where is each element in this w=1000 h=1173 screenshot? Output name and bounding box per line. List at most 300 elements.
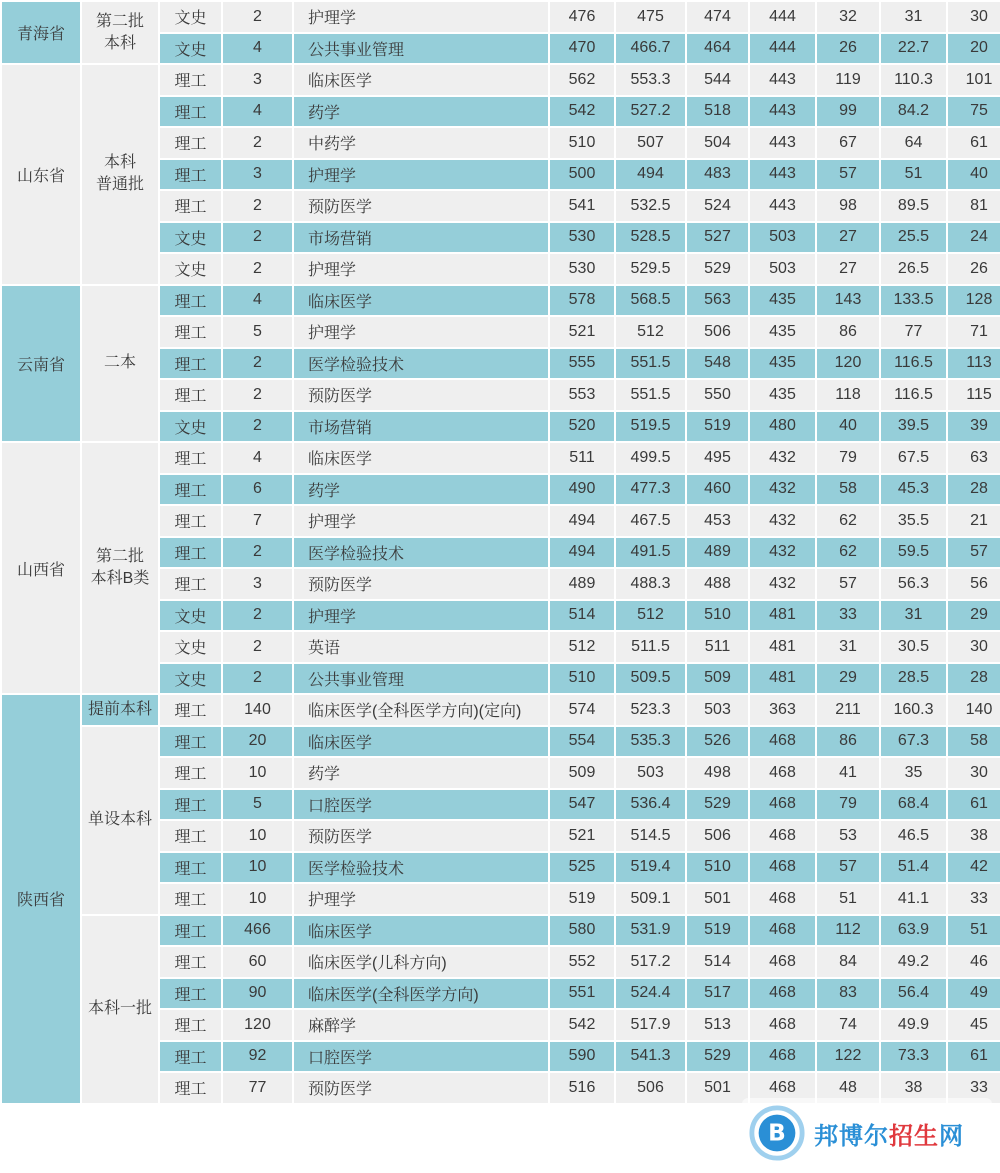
major-cell: 英语	[293, 631, 549, 663]
max-score-cell: 553	[549, 379, 615, 411]
plan-count-cell: 20	[222, 726, 293, 758]
plan-count-cell: 2	[222, 127, 293, 159]
max-score-cell: 541	[549, 190, 615, 222]
plan-count-cell: 2	[222, 631, 293, 663]
min-diff-cell: 38	[947, 820, 1000, 852]
min-diff-cell: 26	[947, 253, 1000, 285]
control-line-cell: 435	[749, 348, 816, 380]
avg-diff-cell: 73.3	[880, 1041, 947, 1073]
subject-type-cell: 理工	[159, 64, 222, 96]
plan-count-cell: 2	[222, 253, 293, 285]
subject-type-cell: 理工	[159, 1041, 222, 1073]
plan-count-cell: 2	[222, 1, 293, 33]
avg-score-cell: 535.3	[615, 726, 686, 758]
plan-count-cell: 4	[222, 285, 293, 317]
avg-diff-cell: 39.5	[880, 411, 947, 443]
avg-score-cell: 536.4	[615, 789, 686, 821]
plan-count-cell: 5	[222, 316, 293, 348]
min-score-cell: 498	[686, 757, 749, 789]
control-line-cell: 481	[749, 663, 816, 695]
major-cell: 药学	[293, 96, 549, 128]
max-score-cell: 514	[549, 600, 615, 632]
subject-type-cell: 理工	[159, 442, 222, 474]
avg-diff-cell: 28.5	[880, 663, 947, 695]
max-score-cell: 500	[549, 159, 615, 191]
batch-cell: 本科 普通批	[81, 64, 159, 285]
major-cell: 护理学	[293, 1, 549, 33]
control-line-cell: 468	[749, 978, 816, 1010]
subject-type-cell: 理工	[159, 883, 222, 915]
subject-type-cell: 理工	[159, 946, 222, 978]
control-line-cell: 468	[749, 1072, 816, 1104]
plan-count-cell: 10	[222, 852, 293, 884]
control-line-cell: 480	[749, 411, 816, 443]
max-diff-cell: 57	[816, 568, 880, 600]
avg-diff-cell: 51.4	[880, 852, 947, 884]
control-line-cell: 432	[749, 505, 816, 537]
avg-diff-cell: 41.1	[880, 883, 947, 915]
table-row	[1, 442, 1000, 474]
min-score-cell: 501	[686, 1072, 749, 1104]
avg-score-cell: 494	[615, 159, 686, 191]
plan-count-cell: 2	[222, 190, 293, 222]
major-cell: 口腔医学	[293, 1041, 549, 1073]
subject-type-cell: 理工	[159, 726, 222, 758]
avg-diff-cell: 116.5	[880, 348, 947, 380]
avg-diff-cell: 56.4	[880, 978, 947, 1010]
avg-score-cell: 527.2	[615, 96, 686, 128]
plan-count-cell: 4	[222, 442, 293, 474]
avg-score-cell: 519.4	[615, 852, 686, 884]
max-score-cell: 574	[549, 694, 615, 726]
avg-score-cell: 491.5	[615, 537, 686, 569]
subject-type-cell: 文史	[159, 222, 222, 254]
min-score-cell: 514	[686, 946, 749, 978]
plan-count-cell: 2	[222, 222, 293, 254]
avg-score-cell: 509.1	[615, 883, 686, 915]
subject-type-cell: 理工	[159, 757, 222, 789]
min-score-cell: 550	[686, 379, 749, 411]
subject-type-cell: 理工	[159, 348, 222, 380]
batch-cell: 单设本科	[81, 726, 159, 915]
major-cell: 护理学	[293, 505, 549, 537]
max-score-cell: 516	[549, 1072, 615, 1104]
major-cell: 临床医学	[293, 64, 549, 96]
batch-cell: 本科一批	[81, 915, 159, 1104]
min-score-cell: 519	[686, 915, 749, 947]
subject-type-cell: 理工	[159, 537, 222, 569]
major-cell: 预防医学	[293, 379, 549, 411]
min-score-cell: 529	[686, 1041, 749, 1073]
avg-diff-cell: 26.5	[880, 253, 947, 285]
max-score-cell: 525	[549, 852, 615, 884]
subject-type-cell: 文史	[159, 631, 222, 663]
max-diff-cell: 118	[816, 379, 880, 411]
min-diff-cell: 33	[947, 883, 1000, 915]
min-score-cell: 509	[686, 663, 749, 695]
major-cell: 护理学	[293, 316, 549, 348]
min-diff-cell: 20	[947, 33, 1000, 65]
avg-score-cell: 517.9	[615, 1009, 686, 1041]
min-diff-cell: 30	[947, 1, 1000, 33]
batch-cell: 提前本科	[81, 694, 159, 726]
max-diff-cell: 98	[816, 190, 880, 222]
max-diff-cell: 58	[816, 474, 880, 506]
min-score-cell: 504	[686, 127, 749, 159]
avg-score-cell: 509.5	[615, 663, 686, 695]
max-score-cell: 476	[549, 1, 615, 33]
min-score-cell: 506	[686, 820, 749, 852]
major-cell: 临床医学(全科医学方向)(定向)	[293, 694, 549, 726]
control-line-cell: 468	[749, 1009, 816, 1041]
subject-type-cell: 文史	[159, 411, 222, 443]
avg-diff-cell: 110.3	[880, 64, 947, 96]
max-score-cell: 490	[549, 474, 615, 506]
control-line-cell: 503	[749, 222, 816, 254]
logo-letter: B	[768, 1119, 786, 1147]
table-row	[1, 285, 1000, 317]
max-diff-cell: 57	[816, 852, 880, 884]
avg-score-cell: 523.3	[615, 694, 686, 726]
avg-score-cell: 532.5	[615, 190, 686, 222]
control-line-cell: 468	[749, 1041, 816, 1073]
min-score-cell: 544	[686, 64, 749, 96]
max-diff-cell: 122	[816, 1041, 880, 1073]
avg-diff-cell: 35.5	[880, 505, 947, 537]
avg-score-cell: 568.5	[615, 285, 686, 317]
max-score-cell: 520	[549, 411, 615, 443]
control-line-cell: 468	[749, 726, 816, 758]
max-diff-cell: 53	[816, 820, 880, 852]
max-diff-cell: 79	[816, 442, 880, 474]
avg-score-cell: 541.3	[615, 1041, 686, 1073]
avg-score-cell: 528.5	[615, 222, 686, 254]
avg-score-cell: 531.9	[615, 915, 686, 947]
avg-diff-cell: 84.2	[880, 96, 947, 128]
subject-type-cell: 理工	[159, 379, 222, 411]
max-score-cell: 512	[549, 631, 615, 663]
min-score-cell: 460	[686, 474, 749, 506]
watermark-text-blue: 邦博尔	[814, 1121, 889, 1150]
min-score-cell: 527	[686, 222, 749, 254]
plan-count-cell: 2	[222, 663, 293, 695]
min-score-cell: 548	[686, 348, 749, 380]
min-score-cell: 501	[686, 883, 749, 915]
avg-score-cell: 466.7	[615, 33, 686, 65]
avg-score-cell: 507	[615, 127, 686, 159]
avg-score-cell: 512	[615, 316, 686, 348]
min-score-cell: 513	[686, 1009, 749, 1041]
max-diff-cell: 119	[816, 64, 880, 96]
control-line-cell: 468	[749, 757, 816, 789]
max-diff-cell: 62	[816, 537, 880, 569]
min-diff-cell: 58	[947, 726, 1000, 758]
min-score-cell: 503	[686, 694, 749, 726]
max-score-cell: 551	[549, 978, 615, 1010]
table-body	[1, 1, 1000, 1104]
max-diff-cell: 31	[816, 631, 880, 663]
min-diff-cell: 81	[947, 190, 1000, 222]
subject-type-cell: 理工	[159, 694, 222, 726]
max-score-cell: 530	[549, 253, 615, 285]
avg-diff-cell: 46.5	[880, 820, 947, 852]
avg-score-cell: 551.5	[615, 379, 686, 411]
avg-diff-cell: 49.2	[880, 946, 947, 978]
max-score-cell: 521	[549, 820, 615, 852]
avg-score-cell: 524.4	[615, 978, 686, 1010]
avg-score-cell: 488.3	[615, 568, 686, 600]
min-diff-cell: 61	[947, 789, 1000, 821]
min-score-cell: 474	[686, 1, 749, 33]
min-score-cell: 529	[686, 253, 749, 285]
avg-diff-cell: 51	[880, 159, 947, 191]
control-line-cell: 432	[749, 537, 816, 569]
control-line-cell: 468	[749, 946, 816, 978]
control-line-cell: 444	[749, 33, 816, 65]
batch-cell: 第二批 本科	[81, 1, 159, 64]
avg-diff-cell: 25.5	[880, 222, 947, 254]
avg-score-cell: 467.5	[615, 505, 686, 537]
control-line-cell: 432	[749, 568, 816, 600]
control-line-cell: 443	[749, 64, 816, 96]
min-diff-cell: 33	[947, 1072, 1000, 1104]
control-line-cell: 481	[749, 631, 816, 663]
watermark	[742, 1098, 992, 1168]
major-cell: 临床医学(全科医学方向)	[293, 978, 549, 1010]
max-diff-cell: 86	[816, 726, 880, 758]
subject-type-cell: 理工	[159, 568, 222, 600]
max-score-cell: 509	[549, 757, 615, 789]
min-diff-cell: 39	[947, 411, 1000, 443]
avg-diff-cell: 56.3	[880, 568, 947, 600]
control-line-cell: 468	[749, 883, 816, 915]
max-diff-cell: 32	[816, 1, 880, 33]
min-diff-cell: 128	[947, 285, 1000, 317]
min-score-cell: 517	[686, 978, 749, 1010]
major-cell: 预防医学	[293, 820, 549, 852]
control-line-cell: 481	[749, 600, 816, 632]
min-diff-cell: 75	[947, 96, 1000, 128]
province-cell: 山东省	[1, 64, 81, 285]
min-score-cell: 563	[686, 285, 749, 317]
avg-score-cell: 475	[615, 1, 686, 33]
plan-count-cell: 3	[222, 568, 293, 600]
max-diff-cell: 41	[816, 757, 880, 789]
avg-score-cell: 503	[615, 757, 686, 789]
major-cell: 护理学	[293, 253, 549, 285]
control-line-cell: 435	[749, 285, 816, 317]
plan-count-cell: 2	[222, 348, 293, 380]
plan-count-cell: 2	[222, 600, 293, 632]
avg-diff-cell: 89.5	[880, 190, 947, 222]
max-score-cell: 510	[549, 663, 615, 695]
major-cell: 临床医学	[293, 726, 549, 758]
plan-count-cell: 92	[222, 1041, 293, 1073]
control-line-cell: 435	[749, 379, 816, 411]
max-score-cell: 510	[549, 127, 615, 159]
avg-score-cell: 512	[615, 600, 686, 632]
plan-count-cell: 466	[222, 915, 293, 947]
min-diff-cell: 113	[947, 348, 1000, 380]
province-cell: 陕西省	[1, 694, 81, 1104]
min-diff-cell: 56	[947, 568, 1000, 600]
min-diff-cell: 29	[947, 600, 1000, 632]
control-line-cell: 443	[749, 190, 816, 222]
max-score-cell: 542	[549, 96, 615, 128]
max-diff-cell: 62	[816, 505, 880, 537]
min-score-cell: 511	[686, 631, 749, 663]
max-score-cell: 494	[549, 505, 615, 537]
max-diff-cell: 120	[816, 348, 880, 380]
max-diff-cell: 40	[816, 411, 880, 443]
min-score-cell: 489	[686, 537, 749, 569]
min-diff-cell: 42	[947, 852, 1000, 884]
avg-score-cell: 499.5	[615, 442, 686, 474]
plan-count-cell: 10	[222, 820, 293, 852]
watermark-text-red: 招生	[889, 1121, 939, 1150]
avg-diff-cell: 68.4	[880, 789, 947, 821]
avg-score-cell: 553.3	[615, 64, 686, 96]
min-diff-cell: 21	[947, 505, 1000, 537]
min-score-cell: 488	[686, 568, 749, 600]
major-cell: 预防医学	[293, 190, 549, 222]
plan-count-cell: 10	[222, 883, 293, 915]
watermark-text-blue2: 网	[939, 1121, 964, 1150]
plan-count-cell: 60	[222, 946, 293, 978]
min-diff-cell: 28	[947, 663, 1000, 695]
min-diff-cell: 45	[947, 1009, 1000, 1041]
max-diff-cell: 143	[816, 285, 880, 317]
control-line-cell: 468	[749, 789, 816, 821]
control-line-cell: 432	[749, 474, 816, 506]
major-cell: 公共事业管理	[293, 663, 549, 695]
avg-diff-cell: 67.5	[880, 442, 947, 474]
avg-diff-cell: 31	[880, 1, 947, 33]
min-score-cell: 524	[686, 190, 749, 222]
max-score-cell: 554	[549, 726, 615, 758]
major-cell: 临床医学	[293, 285, 549, 317]
min-diff-cell: 28	[947, 474, 1000, 506]
min-diff-cell: 40	[947, 159, 1000, 191]
max-score-cell: 590	[549, 1041, 615, 1073]
avg-score-cell: 514.5	[615, 820, 686, 852]
subject-type-cell: 理工	[159, 1072, 222, 1104]
major-cell: 护理学	[293, 159, 549, 191]
avg-score-cell: 529.5	[615, 253, 686, 285]
min-score-cell: 510	[686, 852, 749, 884]
subject-type-cell: 理工	[159, 190, 222, 222]
table-row	[1, 694, 1000, 726]
avg-diff-cell: 116.5	[880, 379, 947, 411]
max-score-cell: 521	[549, 316, 615, 348]
major-cell: 医学检验技术	[293, 348, 549, 380]
avg-diff-cell: 30.5	[880, 631, 947, 663]
min-diff-cell: 63	[947, 442, 1000, 474]
control-line-cell: 432	[749, 442, 816, 474]
control-line-cell: 443	[749, 96, 816, 128]
min-diff-cell: 115	[947, 379, 1000, 411]
avg-diff-cell: 35	[880, 757, 947, 789]
control-line-cell: 363	[749, 694, 816, 726]
plan-count-cell: 5	[222, 789, 293, 821]
plan-count-cell: 90	[222, 978, 293, 1010]
max-score-cell: 547	[549, 789, 615, 821]
min-score-cell: 519	[686, 411, 749, 443]
max-diff-cell: 57	[816, 159, 880, 191]
avg-diff-cell: 22.7	[880, 33, 947, 65]
subject-type-cell: 文史	[159, 33, 222, 65]
avg-diff-cell: 63.9	[880, 915, 947, 947]
max-diff-cell: 99	[816, 96, 880, 128]
table-row	[1, 1, 1000, 33]
max-score-cell: 470	[549, 33, 615, 65]
batch-cell: 二本	[81, 285, 159, 443]
major-cell: 公共事业管理	[293, 33, 549, 65]
max-score-cell: 555	[549, 348, 615, 380]
batch-cell: 第二批 本科B类	[81, 442, 159, 694]
max-score-cell: 578	[549, 285, 615, 317]
plan-count-cell: 2	[222, 537, 293, 569]
subject-type-cell: 理工	[159, 96, 222, 128]
max-diff-cell: 74	[816, 1009, 880, 1041]
subject-type-cell: 理工	[159, 820, 222, 852]
province-cell: 青海省	[1, 1, 81, 64]
subject-type-cell: 文史	[159, 663, 222, 695]
plan-count-cell: 7	[222, 505, 293, 537]
min-diff-cell: 51	[947, 915, 1000, 947]
min-score-cell: 483	[686, 159, 749, 191]
major-cell: 药学	[293, 474, 549, 506]
control-line-cell: 468	[749, 820, 816, 852]
major-cell: 预防医学	[293, 568, 549, 600]
avg-diff-cell: 45.3	[880, 474, 947, 506]
min-score-cell: 529	[686, 789, 749, 821]
max-diff-cell: 48	[816, 1072, 880, 1104]
control-line-cell: 444	[749, 1, 816, 33]
bangboer-logo-icon	[748, 1104, 806, 1162]
subject-type-cell: 理工	[159, 789, 222, 821]
min-score-cell: 495	[686, 442, 749, 474]
min-diff-cell: 57	[947, 537, 1000, 569]
control-line-cell: 443	[749, 159, 816, 191]
max-diff-cell: 84	[816, 946, 880, 978]
avg-diff-cell: 67.3	[880, 726, 947, 758]
plan-count-cell: 3	[222, 159, 293, 191]
avg-score-cell: 519.5	[615, 411, 686, 443]
avg-diff-cell: 160.3	[880, 694, 947, 726]
avg-score-cell: 517.2	[615, 946, 686, 978]
major-cell: 麻醉学	[293, 1009, 549, 1041]
avg-diff-cell: 38	[880, 1072, 947, 1104]
avg-diff-cell: 77	[880, 316, 947, 348]
avg-score-cell: 506	[615, 1072, 686, 1104]
table-row	[1, 726, 1000, 758]
province-cell: 山西省	[1, 442, 81, 694]
major-cell: 预防医学	[293, 1072, 549, 1104]
min-diff-cell: 46	[947, 946, 1000, 978]
max-diff-cell: 26	[816, 33, 880, 65]
max-diff-cell: 211	[816, 694, 880, 726]
max-score-cell: 580	[549, 915, 615, 947]
min-diff-cell: 30	[947, 757, 1000, 789]
min-score-cell: 464	[686, 33, 749, 65]
major-cell: 临床医学	[293, 442, 549, 474]
min-diff-cell: 140	[947, 694, 1000, 726]
control-line-cell: 503	[749, 253, 816, 285]
plan-count-cell: 4	[222, 96, 293, 128]
control-line-cell: 435	[749, 316, 816, 348]
plan-count-cell: 3	[222, 64, 293, 96]
